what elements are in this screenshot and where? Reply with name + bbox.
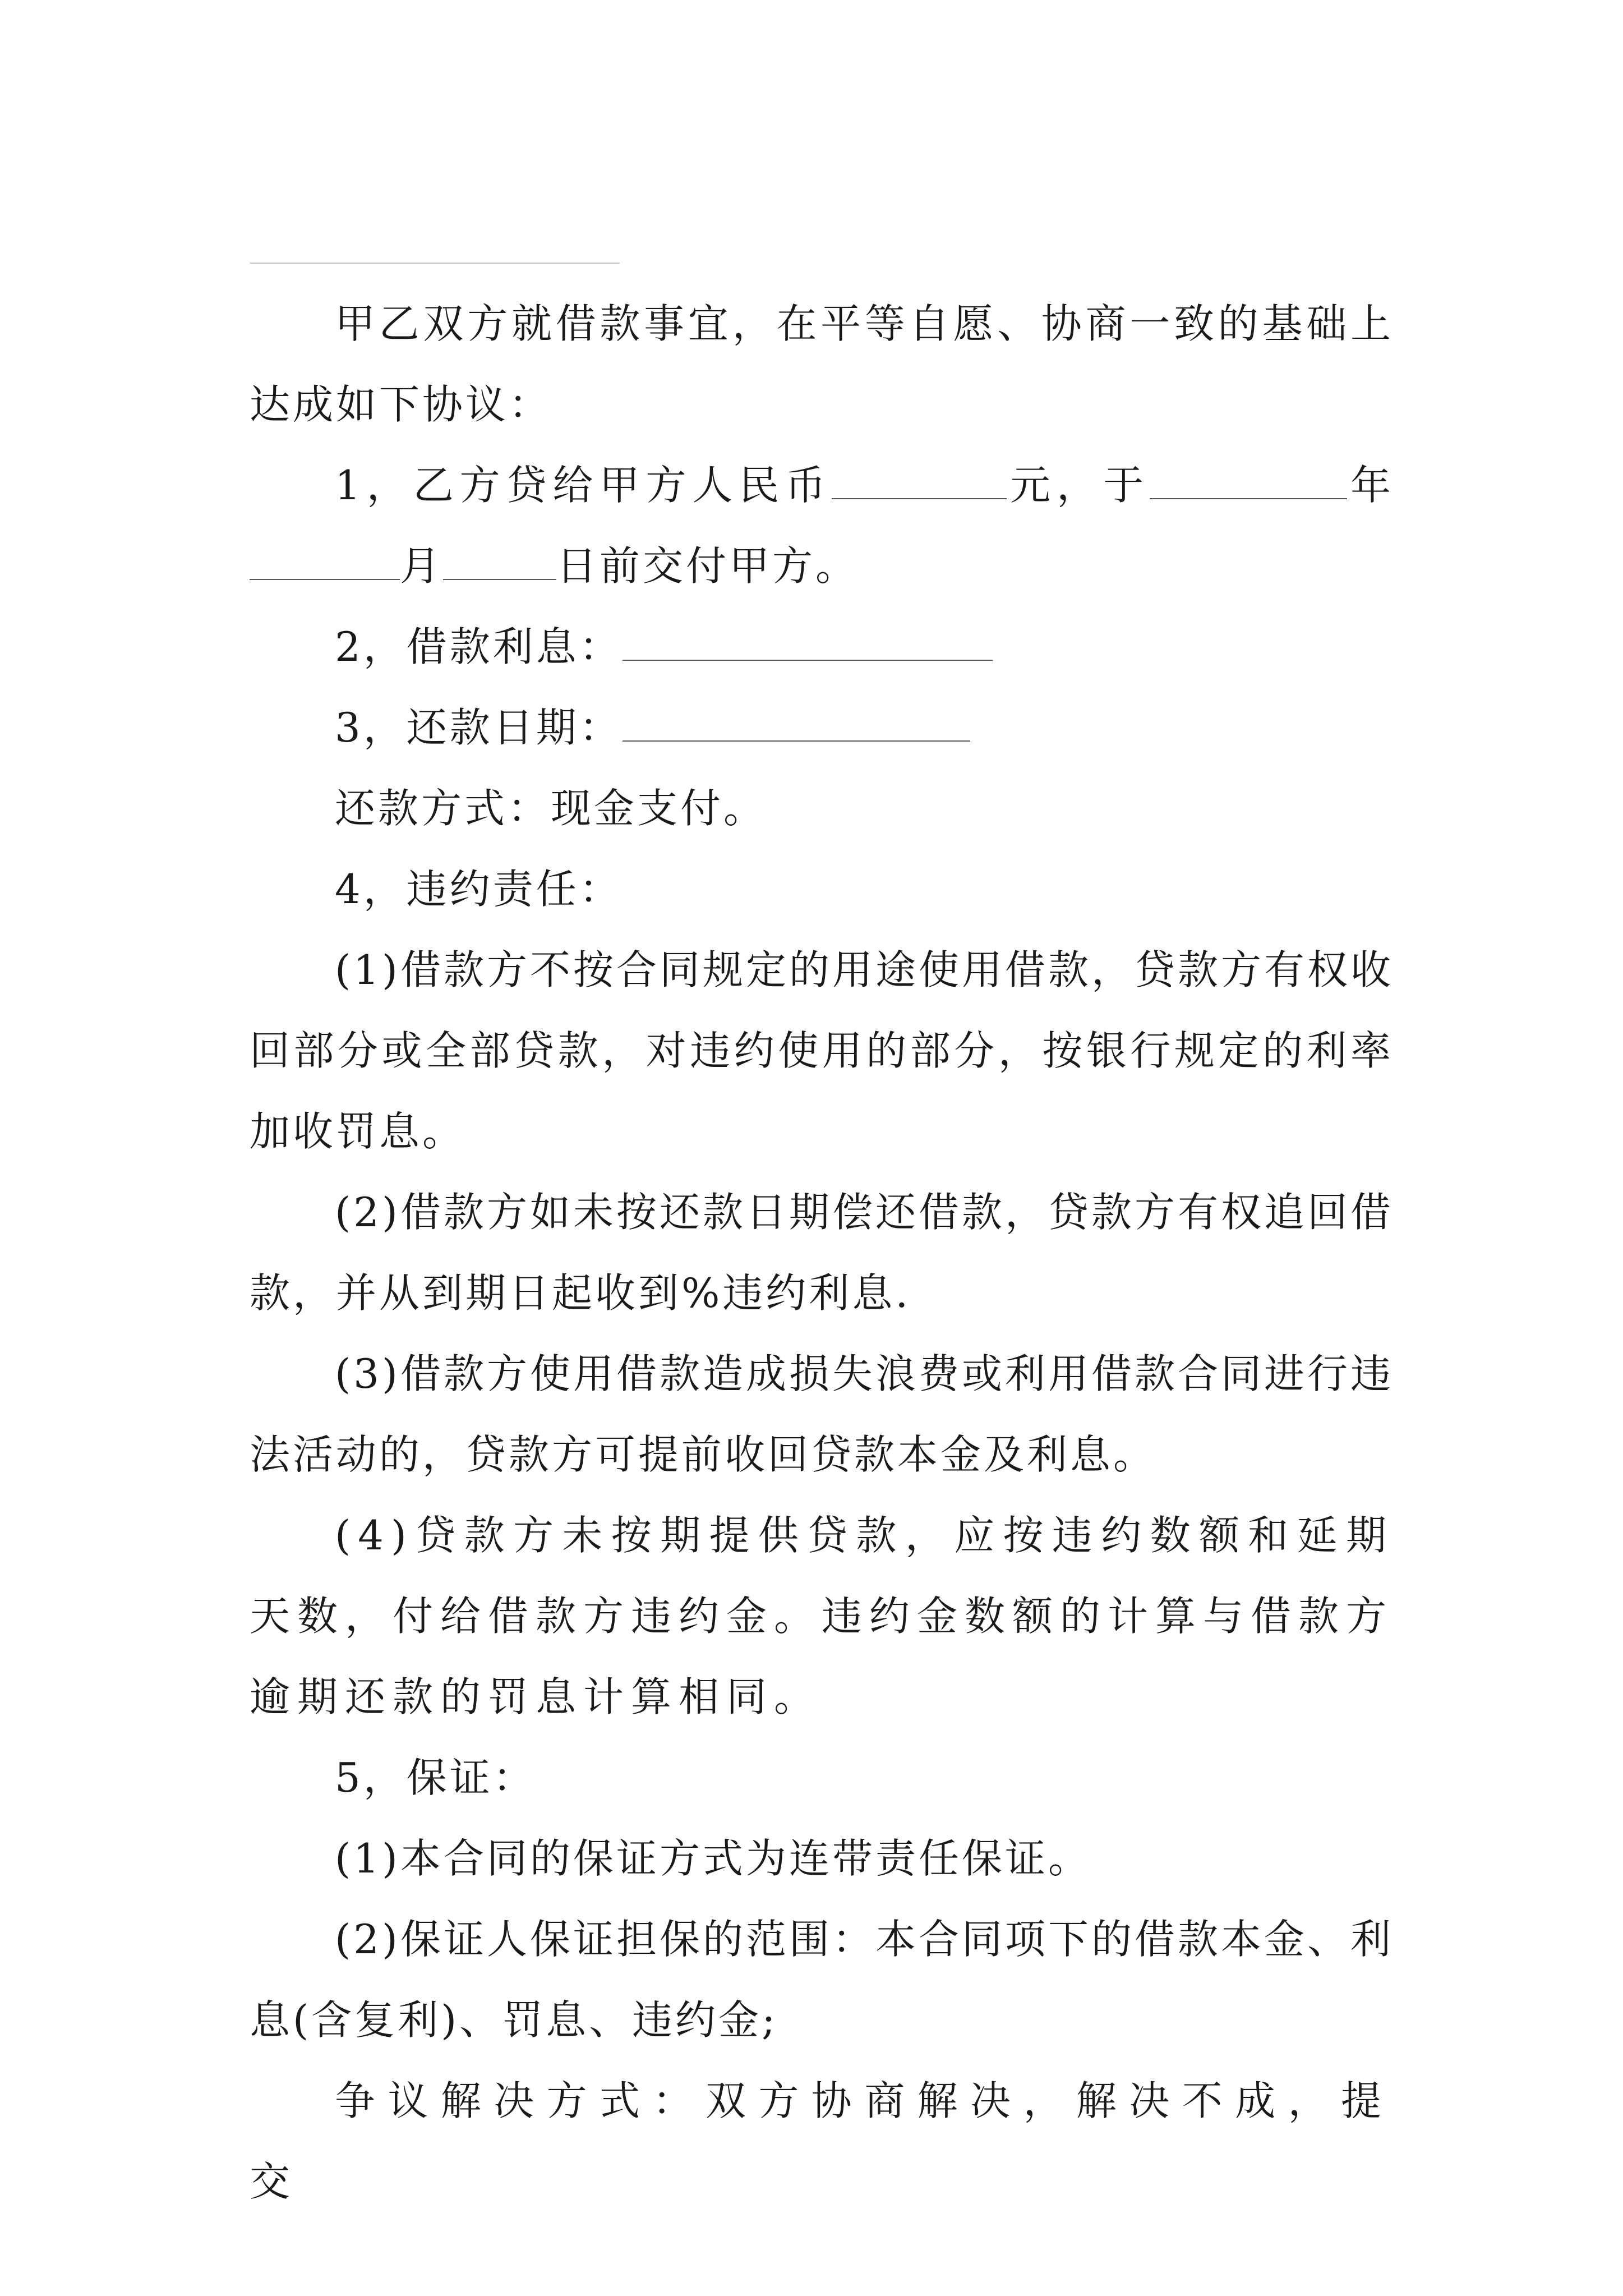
header-rule: [250, 263, 620, 264]
clause-4-heading: 4，违约责任：: [335, 866, 623, 913]
clause-1-text-a: 1，乙方贷给甲方人民币: [335, 462, 832, 509]
day-blank[interactable]: [443, 544, 556, 580]
clause-5-item-2: (2)保证人保证担保的范围：本合同项下的借款本金、利息(含复利)、罚息、违约金;: [250, 1916, 1394, 2044]
intro-paragraph: 甲乙双方就借款事宜，在平等自愿、协商一致的基础上达成如下协议：: [250, 300, 1394, 428]
amount-blank[interactable]: [832, 463, 1007, 499]
clause-1-text-d: 月: [400, 542, 444, 590]
clause-4-item-2: (2)借款方如未按还款日期偿还借款，贷款方有权追回借款，并从到期日起收到%违约利息.: [250, 1189, 1394, 1317]
clause-3-label: 3，还款日期：: [335, 704, 623, 751]
clause-4-item-3: (3)借款方使用借款造成损失浪费或利用借款合同进行违法活动的，贷款方可提前收回贷款本金及利息。: [250, 1350, 1394, 1478]
repayment-date-blank[interactable]: [623, 706, 970, 742]
clause-5-heading: 5，保证：: [335, 1754, 536, 1801]
clause-3-paragraph: [250, 687, 1394, 768]
clause-1-text-c: 年: [1347, 462, 1394, 509]
clause-1-text-b: 元，于: [1007, 462, 1150, 509]
clause-2-label: 2，借款利息：: [335, 623, 623, 670]
interest-blank[interactable]: [623, 625, 993, 661]
dispute-paragraph: 争议解决方式：双方协商解决，解决不成，提交: [250, 2077, 1394, 2205]
repayment-method-paragraph: 还款方式：现金支付。: [335, 785, 767, 832]
clause-5-item-1: (1)本合同的保证方式为连带责任保证。: [335, 1835, 1091, 1882]
clause-4-item-4: (4)贷款方未按期提供贷款，应按违约数额和延期天数，付给借款方违约金。违约金数额的计算与借款方逾期还款的罚息计算相同。: [250, 1512, 1394, 1720]
contract-body: [250, 283, 1394, 2222]
clause-1-paragraph: [250, 445, 1394, 606]
clause-2-paragraph: [250, 606, 1394, 687]
month-blank[interactable]: [250, 544, 400, 580]
clause-4-item-1: (1)借款方不按合同规定的用途使用借款，贷款方有权收回部分或全部贷款，对违约使用的部分，按银行规定的利率加收罚息。: [250, 946, 1394, 1155]
clause-1-text-e: 日前交付甲方。: [556, 542, 859, 590]
year-blank[interactable]: [1150, 463, 1347, 499]
